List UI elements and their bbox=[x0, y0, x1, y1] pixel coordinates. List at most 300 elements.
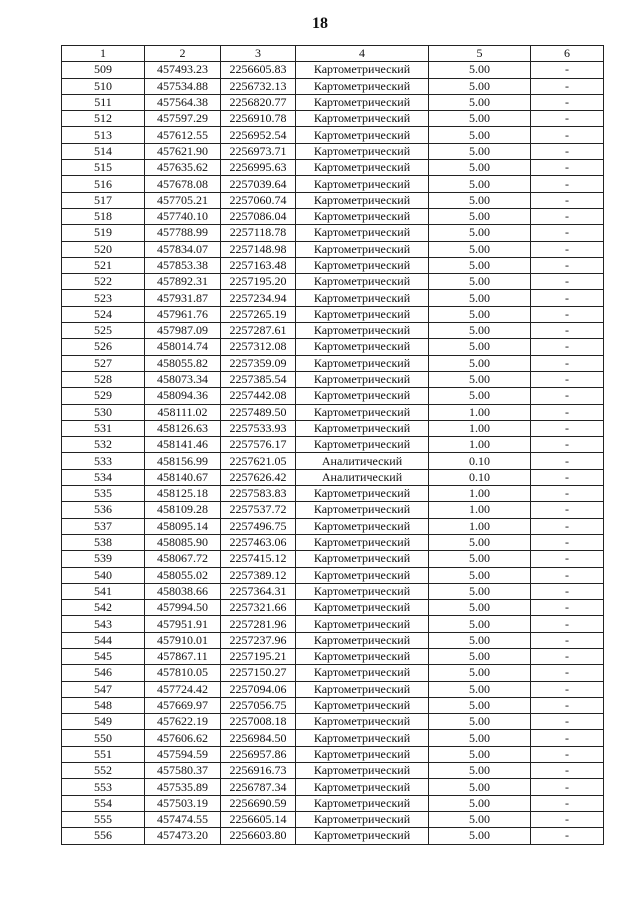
y-coordinate-cell: 2256820.77 bbox=[221, 94, 296, 110]
y-coordinate-cell: 2257537.72 bbox=[221, 502, 296, 518]
x-coordinate-cell: 458094.36 bbox=[145, 388, 221, 404]
accuracy-cell: 5.00 bbox=[429, 567, 531, 583]
note-cell: - bbox=[531, 730, 604, 746]
accuracy-cell: 5.00 bbox=[429, 78, 531, 94]
note-cell: - bbox=[531, 518, 604, 534]
table-row bbox=[62, 665, 604, 681]
accuracy-cell: 0.10 bbox=[429, 469, 531, 485]
x-coordinate-cell: 457474.55 bbox=[145, 811, 221, 827]
method-cell: Картометрический bbox=[296, 274, 429, 290]
accuracy-cell: 5.00 bbox=[429, 160, 531, 176]
y-coordinate-cell: 2256957.86 bbox=[221, 746, 296, 762]
column-header: 1 bbox=[62, 46, 145, 62]
method-cell: Картометрический bbox=[296, 127, 429, 143]
y-coordinate-cell: 2256690.59 bbox=[221, 795, 296, 811]
table-row bbox=[62, 208, 604, 224]
method-cell: Картометрический bbox=[296, 306, 429, 322]
table-row bbox=[62, 600, 604, 616]
note-cell: - bbox=[531, 714, 604, 730]
x-coordinate-cell: 458109.28 bbox=[145, 502, 221, 518]
table-row bbox=[62, 583, 604, 599]
note-cell: - bbox=[531, 371, 604, 387]
point-number-cell: 510 bbox=[62, 78, 145, 94]
y-coordinate-cell: 2257056.75 bbox=[221, 697, 296, 713]
note-cell: - bbox=[531, 339, 604, 355]
point-number-cell: 555 bbox=[62, 811, 145, 827]
table-row bbox=[62, 355, 604, 371]
table-row bbox=[62, 828, 604, 844]
x-coordinate-cell: 457834.07 bbox=[145, 241, 221, 257]
point-number-cell: 545 bbox=[62, 648, 145, 664]
method-cell: Картометрический bbox=[296, 420, 429, 436]
y-coordinate-cell: 2257118.78 bbox=[221, 225, 296, 241]
point-number-cell: 513 bbox=[62, 127, 145, 143]
table-row bbox=[62, 225, 604, 241]
point-number-cell: 547 bbox=[62, 681, 145, 697]
table-row bbox=[62, 160, 604, 176]
x-coordinate-cell: 457503.19 bbox=[145, 795, 221, 811]
table-row bbox=[62, 518, 604, 534]
note-cell: - bbox=[531, 486, 604, 502]
note-cell: - bbox=[531, 160, 604, 176]
accuracy-cell: 5.00 bbox=[429, 811, 531, 827]
y-coordinate-cell: 2256973.71 bbox=[221, 143, 296, 159]
method-cell: Картометрический bbox=[296, 681, 429, 697]
accuracy-cell: 1.00 bbox=[429, 502, 531, 518]
method-cell: Картометрический bbox=[296, 502, 429, 518]
table-row bbox=[62, 502, 604, 518]
y-coordinate-cell: 2257148.98 bbox=[221, 241, 296, 257]
point-number-cell: 519 bbox=[62, 225, 145, 241]
y-coordinate-cell: 2257312.08 bbox=[221, 339, 296, 355]
table-row bbox=[62, 404, 604, 420]
note-cell: - bbox=[531, 648, 604, 664]
column-header: 2 bbox=[145, 46, 221, 62]
table-row bbox=[62, 274, 604, 290]
x-coordinate-cell: 457622.19 bbox=[145, 714, 221, 730]
y-coordinate-cell: 2256984.50 bbox=[221, 730, 296, 746]
x-coordinate-cell: 457724.42 bbox=[145, 681, 221, 697]
point-number-cell: 515 bbox=[62, 160, 145, 176]
x-coordinate-cell: 457606.62 bbox=[145, 730, 221, 746]
note-cell: - bbox=[531, 600, 604, 616]
note-cell: - bbox=[531, 355, 604, 371]
table-row bbox=[62, 730, 604, 746]
accuracy-cell: 5.00 bbox=[429, 111, 531, 127]
x-coordinate-cell: 458073.34 bbox=[145, 371, 221, 387]
x-coordinate-cell: 458126.63 bbox=[145, 420, 221, 436]
accuracy-cell: 5.00 bbox=[429, 323, 531, 339]
x-coordinate-cell: 457535.89 bbox=[145, 779, 221, 795]
note-cell: - bbox=[531, 323, 604, 339]
x-coordinate-cell: 457867.11 bbox=[145, 648, 221, 664]
table-row bbox=[62, 714, 604, 730]
note-cell: - bbox=[531, 469, 604, 485]
y-coordinate-cell: 2257463.06 bbox=[221, 534, 296, 550]
accuracy-cell: 5.00 bbox=[429, 371, 531, 387]
note-cell: - bbox=[531, 274, 604, 290]
method-cell: Картометрический bbox=[296, 730, 429, 746]
accuracy-cell: 5.00 bbox=[429, 257, 531, 273]
accuracy-cell: 1.00 bbox=[429, 404, 531, 420]
y-coordinate-cell: 2257234.94 bbox=[221, 290, 296, 306]
method-cell: Картометрический bbox=[296, 697, 429, 713]
x-coordinate-cell: 458014.74 bbox=[145, 339, 221, 355]
point-number-cell: 518 bbox=[62, 208, 145, 224]
table-row bbox=[62, 632, 604, 648]
y-coordinate-cell: 2257150.27 bbox=[221, 665, 296, 681]
y-coordinate-cell: 2256605.14 bbox=[221, 811, 296, 827]
table-row bbox=[62, 143, 604, 159]
accuracy-cell: 5.00 bbox=[429, 714, 531, 730]
accuracy-cell: 5.00 bbox=[429, 648, 531, 664]
y-coordinate-cell: 2257287.61 bbox=[221, 323, 296, 339]
method-cell: Картометрический bbox=[296, 111, 429, 127]
method-cell: Картометрический bbox=[296, 518, 429, 534]
point-number-cell: 520 bbox=[62, 241, 145, 257]
method-cell: Аналитический bbox=[296, 469, 429, 485]
x-coordinate-cell: 458125.18 bbox=[145, 486, 221, 502]
y-coordinate-cell: 2256603.80 bbox=[221, 828, 296, 844]
method-cell: Картометрический bbox=[296, 567, 429, 583]
accuracy-cell: 5.00 bbox=[429, 730, 531, 746]
note-cell: - bbox=[531, 241, 604, 257]
note-cell: - bbox=[531, 62, 604, 78]
accuracy-cell: 5.00 bbox=[429, 583, 531, 599]
table-row bbox=[62, 371, 604, 387]
y-coordinate-cell: 2256605.83 bbox=[221, 62, 296, 78]
method-cell: Картометрический bbox=[296, 62, 429, 78]
y-coordinate-cell: 2257621.05 bbox=[221, 453, 296, 469]
method-cell: Картометрический bbox=[296, 323, 429, 339]
note-cell: - bbox=[531, 225, 604, 241]
accuracy-cell: 5.00 bbox=[429, 62, 531, 78]
accuracy-cell: 5.00 bbox=[429, 388, 531, 404]
y-coordinate-cell: 2257415.12 bbox=[221, 551, 296, 567]
table-row bbox=[62, 648, 604, 664]
x-coordinate-cell: 457678.08 bbox=[145, 176, 221, 192]
method-cell: Картометрический bbox=[296, 78, 429, 94]
table-row bbox=[62, 811, 604, 827]
table-row bbox=[62, 534, 604, 550]
method-cell: Картометрический bbox=[296, 811, 429, 827]
method-cell: Картометрический bbox=[296, 225, 429, 241]
x-coordinate-cell: 457635.62 bbox=[145, 160, 221, 176]
point-number-cell: 516 bbox=[62, 176, 145, 192]
point-number-cell: 551 bbox=[62, 746, 145, 762]
note-cell: - bbox=[531, 763, 604, 779]
x-coordinate-cell: 458111.02 bbox=[145, 404, 221, 420]
note-cell: - bbox=[531, 567, 604, 583]
point-number-cell: 552 bbox=[62, 763, 145, 779]
point-number-cell: 553 bbox=[62, 779, 145, 795]
x-coordinate-cell: 457810.05 bbox=[145, 665, 221, 681]
y-coordinate-cell: 2257195.20 bbox=[221, 274, 296, 290]
y-coordinate-cell: 2257359.09 bbox=[221, 355, 296, 371]
accuracy-cell: 5.00 bbox=[429, 225, 531, 241]
coordinates-table bbox=[61, 45, 604, 845]
note-cell: - bbox=[531, 795, 604, 811]
point-number-cell: 511 bbox=[62, 94, 145, 110]
note-cell: - bbox=[531, 208, 604, 224]
method-cell: Картометрический bbox=[296, 746, 429, 762]
point-number-cell: 517 bbox=[62, 192, 145, 208]
point-number-cell: 556 bbox=[62, 828, 145, 844]
accuracy-cell: 1.00 bbox=[429, 518, 531, 534]
page-number: 18 bbox=[312, 15, 328, 32]
table-row bbox=[62, 453, 604, 469]
column-header: 5 bbox=[429, 46, 531, 62]
note-cell: - bbox=[531, 811, 604, 827]
note-cell: - bbox=[531, 697, 604, 713]
y-coordinate-cell: 2257195.21 bbox=[221, 648, 296, 664]
x-coordinate-cell: 458156.99 bbox=[145, 453, 221, 469]
note-cell: - bbox=[531, 257, 604, 273]
x-coordinate-cell: 458055.82 bbox=[145, 355, 221, 371]
y-coordinate-cell: 2257321.66 bbox=[221, 600, 296, 616]
y-coordinate-cell: 2257389.12 bbox=[221, 567, 296, 583]
note-cell: - bbox=[531, 616, 604, 632]
table-row bbox=[62, 241, 604, 257]
point-number-cell: 543 bbox=[62, 616, 145, 632]
x-coordinate-cell: 457580.37 bbox=[145, 763, 221, 779]
note-cell: - bbox=[531, 388, 604, 404]
accuracy-cell: 1.00 bbox=[429, 486, 531, 502]
x-coordinate-cell: 457931.87 bbox=[145, 290, 221, 306]
method-cell: Картометрический bbox=[296, 714, 429, 730]
accuracy-cell: 5.00 bbox=[429, 143, 531, 159]
note-cell: - bbox=[531, 632, 604, 648]
table-row bbox=[62, 78, 604, 94]
column-header: 4 bbox=[296, 46, 429, 62]
table-row bbox=[62, 62, 604, 78]
note-cell: - bbox=[531, 127, 604, 143]
table-row bbox=[62, 469, 604, 485]
table-row bbox=[62, 192, 604, 208]
x-coordinate-cell: 457493.23 bbox=[145, 62, 221, 78]
note-cell: - bbox=[531, 779, 604, 795]
table-row bbox=[62, 697, 604, 713]
accuracy-cell: 5.00 bbox=[429, 241, 531, 257]
point-number-cell: 539 bbox=[62, 551, 145, 567]
accuracy-cell: 5.00 bbox=[429, 779, 531, 795]
method-cell: Картометрический bbox=[296, 339, 429, 355]
table-row bbox=[62, 94, 604, 110]
point-number-cell: 523 bbox=[62, 290, 145, 306]
method-cell: Картометрический bbox=[296, 192, 429, 208]
point-number-cell: 527 bbox=[62, 355, 145, 371]
y-coordinate-cell: 2256910.78 bbox=[221, 111, 296, 127]
x-coordinate-cell: 457705.21 bbox=[145, 192, 221, 208]
x-coordinate-cell: 457621.90 bbox=[145, 143, 221, 159]
x-coordinate-cell: 457597.29 bbox=[145, 111, 221, 127]
note-cell: - bbox=[531, 78, 604, 94]
point-number-cell: 538 bbox=[62, 534, 145, 550]
method-cell: Картометрический bbox=[296, 404, 429, 420]
y-coordinate-cell: 2257489.50 bbox=[221, 404, 296, 420]
note-cell: - bbox=[531, 551, 604, 567]
x-coordinate-cell: 457951.91 bbox=[145, 616, 221, 632]
note-cell: - bbox=[531, 746, 604, 762]
y-coordinate-cell: 2257385.54 bbox=[221, 371, 296, 387]
note-cell: - bbox=[531, 420, 604, 436]
accuracy-cell: 5.00 bbox=[429, 339, 531, 355]
accuracy-cell: 5.00 bbox=[429, 763, 531, 779]
x-coordinate-cell: 457994.50 bbox=[145, 600, 221, 616]
point-number-cell: 512 bbox=[62, 111, 145, 127]
y-coordinate-cell: 2257442.08 bbox=[221, 388, 296, 404]
table-row bbox=[62, 437, 604, 453]
accuracy-cell: 5.00 bbox=[429, 306, 531, 322]
y-coordinate-cell: 2257094.06 bbox=[221, 681, 296, 697]
point-number-cell: 526 bbox=[62, 339, 145, 355]
x-coordinate-cell: 457534.88 bbox=[145, 78, 221, 94]
accuracy-cell: 5.00 bbox=[429, 534, 531, 550]
point-number-cell: 509 bbox=[62, 62, 145, 78]
method-cell: Картометрический bbox=[296, 665, 429, 681]
note-cell: - bbox=[531, 290, 604, 306]
accuracy-cell: 5.00 bbox=[429, 632, 531, 648]
y-coordinate-cell: 2257576.17 bbox=[221, 437, 296, 453]
accuracy-cell: 5.00 bbox=[429, 746, 531, 762]
y-coordinate-cell: 2256787.34 bbox=[221, 779, 296, 795]
note-cell: - bbox=[531, 143, 604, 159]
method-cell: Картометрический bbox=[296, 795, 429, 811]
point-number-cell: 544 bbox=[62, 632, 145, 648]
method-cell: Картометрический bbox=[296, 828, 429, 844]
x-coordinate-cell: 457669.97 bbox=[145, 697, 221, 713]
table-row bbox=[62, 746, 604, 762]
point-number-cell: 537 bbox=[62, 518, 145, 534]
note-cell: - bbox=[531, 176, 604, 192]
note-cell: - bbox=[531, 681, 604, 697]
point-number-cell: 541 bbox=[62, 583, 145, 599]
method-cell: Картометрический bbox=[296, 486, 429, 502]
table-row bbox=[62, 111, 604, 127]
y-coordinate-cell: 2257583.83 bbox=[221, 486, 296, 502]
x-coordinate-cell: 457961.76 bbox=[145, 306, 221, 322]
table-row bbox=[62, 306, 604, 322]
method-cell: Картометрический bbox=[296, 257, 429, 273]
point-number-cell: 546 bbox=[62, 665, 145, 681]
method-cell: Картометрический bbox=[296, 290, 429, 306]
x-coordinate-cell: 457910.01 bbox=[145, 632, 221, 648]
y-coordinate-cell: 2257496.75 bbox=[221, 518, 296, 534]
point-number-cell: 532 bbox=[62, 437, 145, 453]
y-coordinate-cell: 2257008.18 bbox=[221, 714, 296, 730]
method-cell: Аналитический bbox=[296, 453, 429, 469]
x-coordinate-cell: 457987.09 bbox=[145, 323, 221, 339]
method-cell: Картометрический bbox=[296, 583, 429, 599]
accuracy-cell: 1.00 bbox=[429, 420, 531, 436]
method-cell: Картометрический bbox=[296, 176, 429, 192]
note-cell: - bbox=[531, 534, 604, 550]
accuracy-cell: 5.00 bbox=[429, 192, 531, 208]
x-coordinate-cell: 457564.38 bbox=[145, 94, 221, 110]
accuracy-cell: 5.00 bbox=[429, 828, 531, 844]
method-cell: Картометрический bbox=[296, 779, 429, 795]
y-coordinate-cell: 2257281.96 bbox=[221, 616, 296, 632]
point-number-cell: 554 bbox=[62, 795, 145, 811]
x-coordinate-cell: 458038.66 bbox=[145, 583, 221, 599]
x-coordinate-cell: 458141.46 bbox=[145, 437, 221, 453]
method-cell: Картометрический bbox=[296, 355, 429, 371]
point-number-cell: 530 bbox=[62, 404, 145, 420]
y-coordinate-cell: 2257626.42 bbox=[221, 469, 296, 485]
point-number-cell: 529 bbox=[62, 388, 145, 404]
point-number-cell: 536 bbox=[62, 502, 145, 518]
method-cell: Картометрический bbox=[296, 763, 429, 779]
table-row bbox=[62, 681, 604, 697]
y-coordinate-cell: 2256995.63 bbox=[221, 160, 296, 176]
x-coordinate-cell: 458140.67 bbox=[145, 469, 221, 485]
table-row bbox=[62, 339, 604, 355]
note-cell: - bbox=[531, 192, 604, 208]
x-coordinate-cell: 457788.99 bbox=[145, 225, 221, 241]
y-coordinate-cell: 2257237.96 bbox=[221, 632, 296, 648]
method-cell: Картометрический bbox=[296, 388, 429, 404]
note-cell: - bbox=[531, 828, 604, 844]
y-coordinate-cell: 2257086.04 bbox=[221, 208, 296, 224]
table-row bbox=[62, 779, 604, 795]
x-coordinate-cell: 458085.90 bbox=[145, 534, 221, 550]
table-row bbox=[62, 616, 604, 632]
method-cell: Картометрический bbox=[296, 241, 429, 257]
method-cell: Картометрический bbox=[296, 616, 429, 632]
accuracy-cell: 5.00 bbox=[429, 94, 531, 110]
x-coordinate-cell: 457892.31 bbox=[145, 274, 221, 290]
method-cell: Картометрический bbox=[296, 551, 429, 567]
accuracy-cell: 5.00 bbox=[429, 274, 531, 290]
table-row bbox=[62, 323, 604, 339]
accuracy-cell: 5.00 bbox=[429, 176, 531, 192]
accuracy-cell: 5.00 bbox=[429, 355, 531, 371]
point-number-cell: 514 bbox=[62, 143, 145, 159]
accuracy-cell: 5.00 bbox=[429, 665, 531, 681]
note-cell: - bbox=[531, 453, 604, 469]
table-row bbox=[62, 176, 604, 192]
point-number-cell: 550 bbox=[62, 730, 145, 746]
x-coordinate-cell: 457473.20 bbox=[145, 828, 221, 844]
accuracy-cell: 5.00 bbox=[429, 551, 531, 567]
note-cell: - bbox=[531, 306, 604, 322]
table-body bbox=[62, 62, 604, 844]
point-number-cell: 533 bbox=[62, 453, 145, 469]
y-coordinate-cell: 2256952.54 bbox=[221, 127, 296, 143]
y-coordinate-cell: 2257163.48 bbox=[221, 257, 296, 273]
method-cell: Картометрический bbox=[296, 371, 429, 387]
method-cell: Картометрический bbox=[296, 632, 429, 648]
table-row bbox=[62, 486, 604, 502]
point-number-cell: 531 bbox=[62, 420, 145, 436]
accuracy-cell: 1.00 bbox=[429, 437, 531, 453]
table-row bbox=[62, 551, 604, 567]
note-cell: - bbox=[531, 94, 604, 110]
column-header: 3 bbox=[221, 46, 296, 62]
point-number-cell: 521 bbox=[62, 257, 145, 273]
x-coordinate-cell: 458067.72 bbox=[145, 551, 221, 567]
column-header: 6 bbox=[531, 46, 604, 62]
point-number-cell: 525 bbox=[62, 323, 145, 339]
method-cell: Картометрический bbox=[296, 648, 429, 664]
x-coordinate-cell: 457594.59 bbox=[145, 746, 221, 762]
note-cell: - bbox=[531, 583, 604, 599]
point-number-cell: 548 bbox=[62, 697, 145, 713]
accuracy-cell: 5.00 bbox=[429, 616, 531, 632]
method-cell: Картометрический bbox=[296, 437, 429, 453]
table-row bbox=[62, 795, 604, 811]
point-number-cell: 542 bbox=[62, 600, 145, 616]
